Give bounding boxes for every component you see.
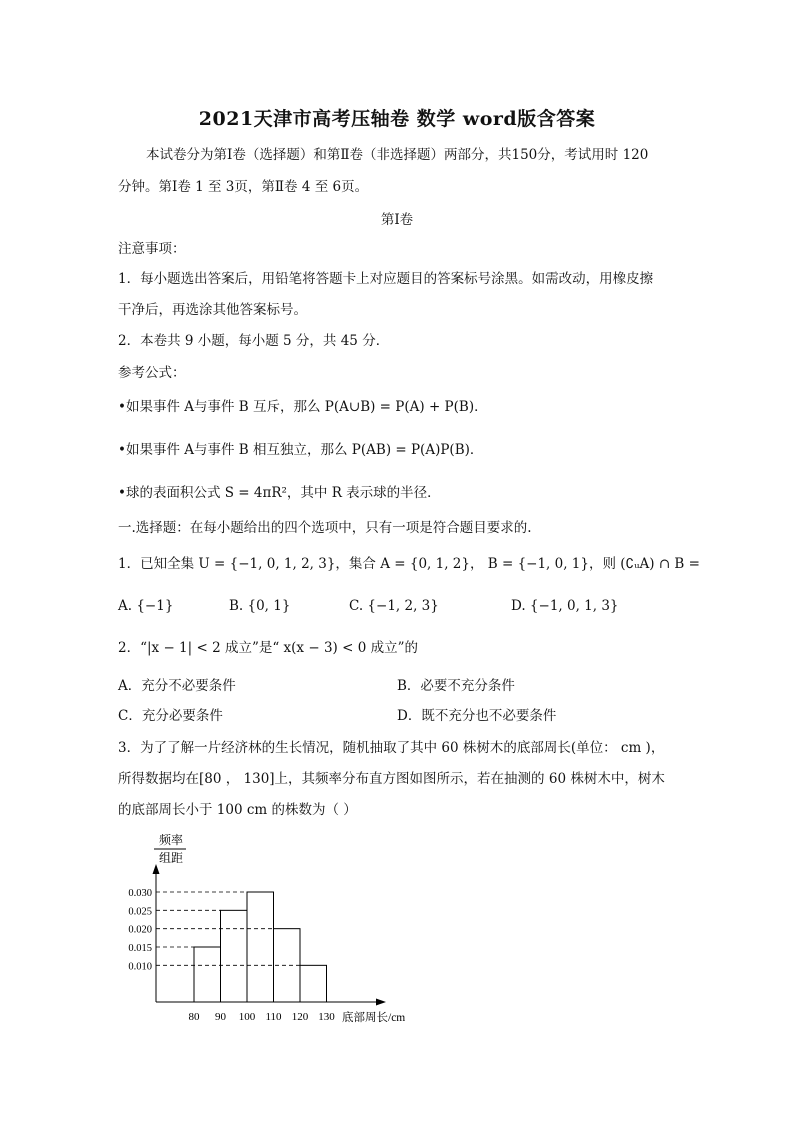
question-1-option-c: C. {−1, 2, 3} [349, 598, 439, 614]
y-tick-label: 0.020 [128, 924, 152, 936]
question-1-option-a: A. {−1} [118, 598, 174, 614]
question-1-option-d: D. {−1, 0, 1, 3} [511, 598, 619, 614]
question-2-option-a: A．充分不必要条件 [118, 678, 236, 694]
question-1-stem: 1．已知全集 U = {−1, 0, 1, 2, 3}，集合 A = {0, 1, 2}， B = {−1, 0, 1}，则 (∁ᵤA) ∩ B = [118, 556, 700, 572]
y-axis-arrow [153, 864, 160, 874]
formula-sphere-area: •球的表面积公式 S = 4πR²，其中 R 表示球的半径． [118, 485, 441, 501]
notes-item-1-line-1: 1．每小题选出答案后，用铅笔将答题卡上对应题目的答案标号涂黑。如需改动，用橡皮擦 [118, 271, 654, 287]
page-title: 2021天津市高考压轴卷 数学 word版含答案 [198, 108, 596, 130]
question-2-option-c: C．充分必要条件 [118, 708, 223, 724]
x-tick-label: 110 [265, 1011, 282, 1023]
x-tick-label: 80 [188, 1011, 200, 1023]
y-tick-label: 0.010 [128, 961, 152, 973]
histogram-bar [247, 892, 274, 1002]
x-axis-arrow [376, 999, 386, 1006]
x-tick-label: 100 [238, 1011, 256, 1023]
x-tick-label: 130 [318, 1011, 335, 1023]
question-2-stem: 2．“|x − 1| < 2 成立”是“ x(x − 3) < 0 成立”的 [118, 640, 418, 656]
question-2-option-d: D．既不充分也不必要条件 [397, 708, 557, 724]
formulas-heading: 参考公式： [118, 365, 186, 381]
formula-independent: •如果事件 A与事件 B 相互独立，那么 P(AB) = P(A)P(B)． [118, 442, 484, 458]
question-2-option-b: B．必要不充分条件 [397, 678, 515, 694]
part-heading: 一.选择题：在每小题给出的四个选项中，只有一项是符合题目要求的. [118, 520, 532, 536]
section-heading: 第Ⅰ卷 [380, 212, 414, 228]
notes-heading: 注意事项： [118, 241, 186, 257]
histogram-bar [194, 947, 221, 1002]
histogram-bar [221, 910, 248, 1002]
intro-line-2: 分钟。第Ⅰ卷 1 至 3页，第Ⅱ卷 4 至 6页。 [118, 179, 369, 195]
x-tick-label: 90 [215, 1011, 226, 1023]
notes-item-1-line-2: 干净后，再选涂其他答案标号。 [118, 302, 307, 318]
question-3-line-2: 所得数据均在[80 ， 130]上，其频率分布直方图如图所示，若在抽测的 60 株树木中，树木 [118, 771, 665, 787]
question-3-line-1: 3．为了了解一片经济林的生长情况，随机抽取了其中 60 株树木的底部周长(单位： cm )， [118, 740, 665, 756]
intro-line-1: 本试卷分为第Ⅰ卷（选择题）和第Ⅱ卷（非选择题）两部分，共150分，考试用时 120 [146, 147, 649, 163]
question-3-line-3: 的底部周长小于 100 cm 的株数为（ ） [118, 802, 357, 818]
y-tick-label: 0.025 [128, 906, 152, 918]
formula-exclusive: •如果事件 A与事件 B 互斥，那么 P(A∪B) = P(A) + P(B)． [118, 399, 488, 415]
notes-item-2: 2．本卷共 9 小题，每小题 5 分，共 45 分． [118, 333, 390, 349]
x-axis-label: 底部周长/cm [342, 1012, 406, 1024]
y-axis-label-numerator: 频率 [159, 833, 184, 847]
histogram-bar [300, 965, 327, 1002]
y-tick-label: 0.015 [128, 943, 152, 954]
y-axis-label-denominator: 组距 [159, 851, 184, 865]
question-1-option-b: B. {0, 1} [229, 598, 291, 614]
frequency-histogram [110, 828, 430, 1033]
y-tick-label: 0.030 [128, 888, 152, 899]
x-tick-label: 120 [291, 1011, 309, 1023]
